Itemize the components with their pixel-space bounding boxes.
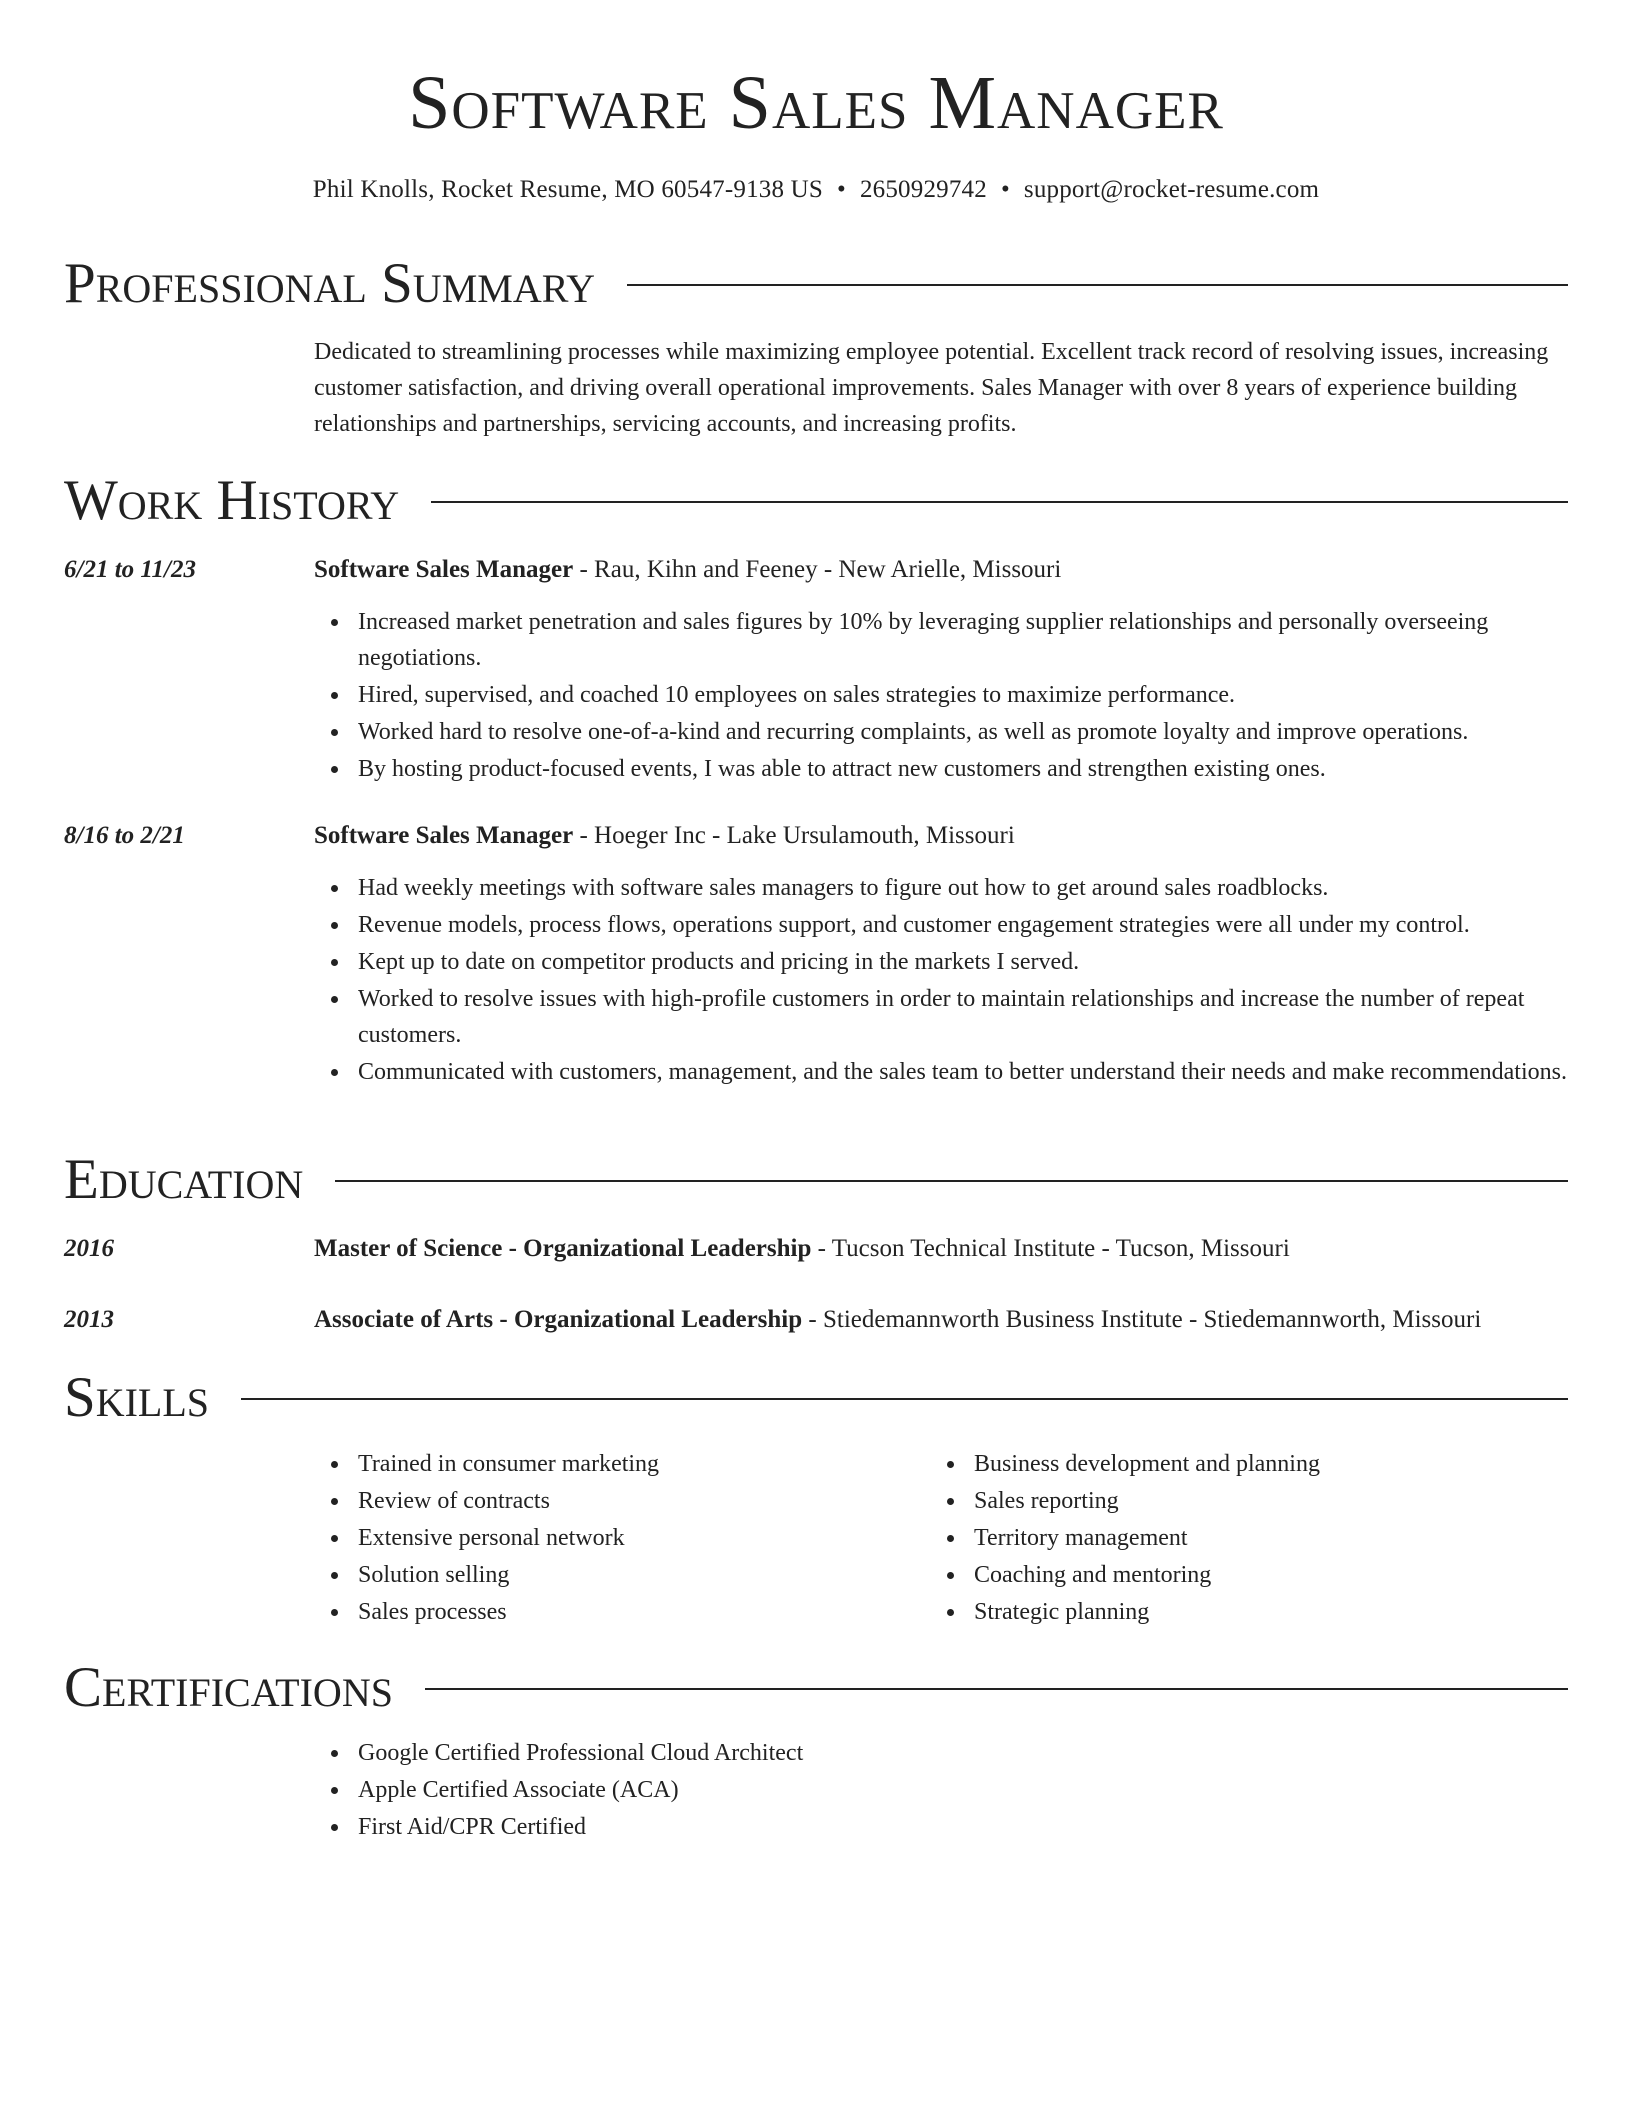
- job-bullets: [314, 604, 1568, 788]
- education-details: - Tucson Technical Institute - Tucson, Missouri: [811, 1235, 1290, 1262]
- skills-list-right: [930, 1446, 1540, 1631]
- section-rule: [425, 1688, 1568, 1690]
- contact-line: [0, 174, 1632, 206]
- job-details: - Rau, Kihn and Feeney - New Arielle, Missouri: [573, 556, 1062, 583]
- list-item: Increased market penetration and sales figures by 10% by leveraging supplier relationships and personally overseeing negotiations.: [314, 604, 1568, 676]
- certifications-list: [314, 1735, 1568, 1846]
- education-line: [314, 1302, 1574, 1338]
- list-item: Sales processes: [314, 1594, 924, 1630]
- certifications-heading: Certifications: [64, 1656, 393, 1719]
- contact-email: support@rocket-resume.com: [1023, 176, 1320, 203]
- list-item: Solution selling: [314, 1557, 924, 1593]
- contact-separator: •: [1000, 176, 1010, 203]
- education-degree: Associate of Arts - Organizational Leadership: [314, 1306, 803, 1333]
- list-item: Revenue models, process flows, operations support, and customer engagement strategies were all under my control.: [314, 907, 1568, 943]
- education-year: 2016: [64, 1235, 114, 1262]
- contact-phone: 2650929742: [859, 176, 987, 203]
- contact-address: Phil Knolls, Rocket Resume, MO 60547-9138 US: [312, 176, 823, 203]
- list-item: Communicated with customers, management, and the sales team to better understand their needs and make recommendations.: [314, 1054, 1568, 1090]
- list-item: Territory management: [930, 1520, 1540, 1556]
- summary-heading-row: [64, 252, 1568, 316]
- education-details: - Stiedemannworth Business Institute - Stiedemannworth, Missouri: [802, 1306, 1482, 1333]
- list-item: Sales reporting: [930, 1483, 1540, 1519]
- list-item: Apple Certified Associate (ACA): [314, 1772, 1568, 1808]
- contact-separator: •: [837, 176, 846, 203]
- work-heading-row: [64, 469, 1568, 533]
- section-rule: [335, 1180, 1568, 1182]
- job-title: Software Sales Manager: [314, 556, 574, 583]
- page-title: Software Sales Manager: [408, 61, 1224, 145]
- list-item: Worked hard to resolve one-of-a-kind and recurring complaints, as well as promote loyalty and improve operations.: [314, 714, 1568, 750]
- section-rule: [431, 501, 1568, 503]
- list-item: Kept up to date on competitor products and pricing in the markets I served.: [314, 944, 1568, 980]
- job-dates: 8/16 to 2/21: [64, 822, 185, 849]
- list-item: Business development and planning: [930, 1446, 1540, 1482]
- list-item: By hosting product-focused events, I was able to attract new customers and strengthen existing ones.: [314, 751, 1568, 787]
- education-degree: Master of Science - Organizational Leadership: [314, 1235, 812, 1262]
- summary-heading: Professional Summary: [64, 252, 596, 315]
- section-rule: [241, 1398, 1568, 1400]
- section-rule: [627, 284, 1568, 286]
- education-heading-row: [64, 1148, 1568, 1212]
- list-item: Coaching and mentoring: [930, 1557, 1540, 1593]
- list-item: Review of contracts: [314, 1483, 924, 1519]
- list-item: Extensive personal network: [314, 1520, 924, 1556]
- education-heading: Education: [64, 1148, 304, 1211]
- work-heading: Work History: [64, 469, 400, 532]
- list-item: First Aid/CPR Certified: [314, 1809, 1568, 1845]
- skills-heading-row: [64, 1366, 1568, 1430]
- job-title: Software Sales Manager: [314, 822, 574, 849]
- skills-list-left: [314, 1446, 924, 1631]
- list-item: Had weekly meetings with software sales managers to figure out how to get around sales roadblocks.: [314, 870, 1568, 906]
- list-item: Trained in consumer marketing: [314, 1446, 924, 1482]
- list-item: Worked to resolve issues with high-profile customers in order to maintain relationships and increase the number of repeat customers.: [314, 981, 1568, 1053]
- list-item: Hired, supervised, and coached 10 employees on sales strategies to maximize performance.: [314, 677, 1568, 713]
- job-title-line: [314, 818, 1574, 854]
- job-details: - Hoeger Inc - Lake Ursulamouth, Missouri: [573, 822, 1015, 849]
- list-item: Google Certified Professional Cloud Architect: [314, 1735, 1568, 1771]
- education-year: 2013: [64, 1306, 114, 1333]
- job-bullets: [314, 870, 1568, 1091]
- summary-text: Dedicated to streamlining processes while maximizing employee potential. Excellent track record of resolving issues, increasing customer satisfaction, and driving overall operational improvements. Sales Manager with over 8 years of experience building relationships and partnerships, servicing accounts, and increasing profits.: [314, 339, 1549, 437]
- certifications-heading-row: [64, 1656, 1568, 1720]
- skills-heading: Skills: [64, 1366, 210, 1429]
- education-line: [314, 1231, 1574, 1267]
- list-item: Strategic planning: [930, 1594, 1540, 1630]
- job-dates: 6/21 to 11/23: [64, 556, 196, 583]
- job-title-line: [314, 552, 1574, 588]
